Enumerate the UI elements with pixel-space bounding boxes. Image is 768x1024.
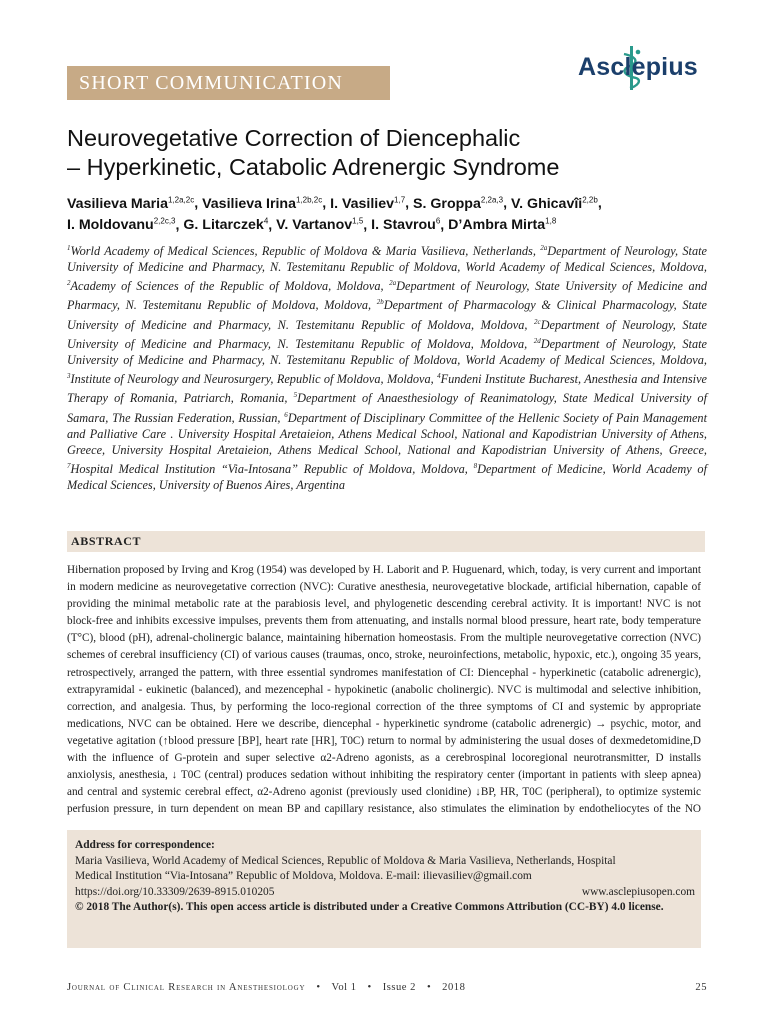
author <box>67 217 176 233</box>
logo-wordmark: Asclepius <box>578 53 698 81</box>
author <box>371 217 440 233</box>
journal-name: Journal of Clinical Research in Anesthesiology <box>67 982 306 993</box>
page-number: 25 <box>695 982 707 993</box>
title-line-2: – Hyperkinetic, Catabolic Adrenergic Syndrome <box>67 154 560 180</box>
affiliation-sup: 8 <box>473 461 478 470</box>
author <box>413 196 503 212</box>
author-affiliation-sup: 2,2c,3 <box>153 216 176 226</box>
correspondence-line-2: Medical Institution “Via-Intosana” Republic of Moldova, Moldova. E-mail: ilievasiliev@gmail.com <box>75 870 532 883</box>
author <box>448 217 556 233</box>
website-link[interactable]: www.asclepiusopen.com <box>581 885 695 898</box>
affiliation-sup: 4 <box>437 372 441 381</box>
author-affiliation-sup: 2,2a,3 <box>480 195 504 204</box>
affiliation-sup: 6 <box>284 410 288 419</box>
affiliation-text: Fundeni Institute Bucharest, Anesthesia and Intensive Therapy of Romania, Patriarch, Romania, <box>67 372 708 406</box>
affiliation-text: Institute of Neurology and Neurosurgery, Republic of Moldova, Moldova, <box>70 372 438 387</box>
correspondence-line-1: Maria Vasilieva, World Academy of Medical Sciences, Republic of Moldova & Maria Vasilieva, Netherlands, Hospital <box>75 854 616 867</box>
article-title <box>67 124 707 182</box>
author-name: V. Ghicavîi <box>510 195 583 212</box>
correspondence-box <box>67 830 701 948</box>
footer-separator: • <box>316 982 321 993</box>
issue: Issue 2 <box>382 982 416 993</box>
volume: Vol 1 <box>331 982 357 993</box>
author-affiliation-sup: 1,2a,2c <box>167 195 195 204</box>
author-name: I. Moldovanu <box>67 217 154 234</box>
author-name: Vasilieva Irina <box>202 195 296 212</box>
affiliation-text: Department of Anaesthesiology of Reanimatology, State Medical University of Samara, The Russian Federation, Russian, <box>67 391 707 425</box>
abstract-text <box>67 562 701 818</box>
author-name: I. Vasiliev <box>330 195 395 212</box>
author <box>183 217 268 233</box>
author <box>330 196 405 212</box>
affiliation-sup: 2 <box>67 279 71 288</box>
affiliation-text: World Academy of Medical Sciences, Republic of Moldova & Maria Vasilieva, Netherlands, <box>70 244 541 259</box>
page-footer <box>67 982 707 993</box>
publisher-logo[interactable] <box>572 44 702 94</box>
affiliation-text: Academy of Sciences of the Republic of Moldova, Moldova, <box>70 279 390 294</box>
affiliation-text: Department of Disciplinary Committee of the Hellenic Society of Pain Management and Palliative Care . University Hospital Aretaieion, Athens Medical School, National and Kapodistrian University of Athens, Greece, University Hospital Aretaieion, Athens Medical School, National and Kapodistrian University of Athens, Greece, <box>67 410 707 457</box>
author-affiliation-sup: 6 <box>435 216 441 226</box>
author <box>511 196 598 212</box>
affiliation-sup: 2c <box>534 317 541 326</box>
footer-separator: • <box>367 982 372 993</box>
footer-separator: • <box>426 982 432 993</box>
affiliation-sup: 5 <box>293 391 298 400</box>
correspondence-heading: Address for correspondence: <box>75 839 215 851</box>
author-list: Vasilieva Maria$^{1,2a,2c}$, Vasilieva Irina$^{1,2b,2c}$, I. Vasiliev$^{1,7}$, S. Groppa$^{2,2a,3}$, V. Ghicavîi$^{2,2b}$, I. Moldovanu$^{2,2c,3}$, G. Litarczek$^4$, V. Vartanov$^{1,5}$, I. Stavrou$^6$, D’Ambra Mirta$^{1,8}$ <box>67 195 602 234</box>
affiliations <box>67 240 707 493</box>
license-text: © 2018 The Author(s). This open access article is distributed under a Creative Commons Attribution (CC-BY) 4.0 license. <box>75 901 664 914</box>
author-affiliation-sup: 1,7 <box>394 195 406 204</box>
affiliation-text: Department of Medicine, World Academy of Medical Sciences, University of Buenos Aires, Argentina <box>67 461 707 493</box>
author-affiliation-sup: 4 <box>263 216 269 226</box>
affiliation-text: Department of Neurology, State University of Medicine and Pharmacy, N. Testemitanu Republic of Moldova, World Academy of Medical Sciences, Moldova, <box>67 244 707 275</box>
author <box>276 217 363 233</box>
author-name: D’Ambra Mirta <box>448 217 546 234</box>
author-affiliation-sup: 1,2b,2c <box>295 195 323 204</box>
year: 2018 <box>442 982 466 993</box>
affiliation-sup: 3 <box>67 372 71 381</box>
affiliation-text: Hospital Medical Institution “Via-Intosana” Republic of Moldova, Moldova, <box>70 461 474 476</box>
author <box>202 196 322 212</box>
author-name: V. Vartanov <box>276 217 353 234</box>
affiliation-sup: 2d <box>533 336 541 345</box>
section-banner: SHORT COMMUNICATION <box>67 66 390 100</box>
affiliation-text: Department of Neurology, State University of Medicine and Pharmacy, N. Testemitanu Republic of Moldova, World Academy of Medical Sciences, Moldova, <box>67 336 707 368</box>
affiliation-text: Department of Pharmacology & Clinical Pharmacology, State University of Medicine and Pharmacy, N. Testemitanu Republic of Moldova, Moldova, <box>67 298 707 332</box>
affiliation-sup: 2a <box>540 244 548 252</box>
author-affiliation-sup: 1,8 <box>545 216 557 226</box>
abstract-heading: ABSTRACT <box>67 531 705 552</box>
author-name: G. Litarczek <box>183 217 264 234</box>
author <box>67 196 194 212</box>
affiliation-text: Department of Neurology, State University of Medicine and Pharmacy, N. Testemitanu Republic of Moldova, Moldova, <box>67 317 708 351</box>
affiliation-sup: 1 <box>67 244 71 252</box>
doi-link[interactable]: https://doi.org/10.33309/2639-8915.010205 <box>75 885 275 898</box>
author-name: Vasilieva Maria <box>67 195 168 212</box>
author-affiliation-sup: 1,5 <box>352 216 364 226</box>
affiliation-text: Department of Neurology, State University of Medicine and Pharmacy, N. Testemitanu Republic of Moldova, Moldova, <box>67 279 707 313</box>
author-name: I. Stavrou <box>371 217 436 234</box>
abstract-body: Hibernation proposed by Irving and Krog (1954) was developed by H. Laborit and P. Huguenard, which, today, is very current and important in modern medicine as neurovegetative correction (NVC): Curative anesthesia, neurovegetative blockade, artificial hibernation, capable of providing the minimal metabolic rate at the parabiosis level, and phylogenetic descending cerebral activity. It is important! NVC is not block-free and inhibits excessive impulses, prevents them from attenuating, and installs normal blood pressure, heart rate, body temperature (T°C), blood (pH), adrenal-cholinergic balance, maintaining hibernation homeostasis. From the multiple neurovegetative correction (NVC) schemes of cerebral insufficiency (CI) of various causes (traumas, onco, stroke, neuroinfections, metabolic, hypoxic, etc.), ongoing 35 years, retrospectively, arranged the pattern, with three essential syndromes manifestation of CI: Diencephal - hyperkinetic (catabolic adrenergic), extrapyramidal - eukinetic (balanced), and mezencephal - hypokinetic (anabolic cholinergic). NVC is multimodal and selective inhibition, correction, and analgesia. Thus, by performing the loco-regional correction of the three symptoms of CI and systemic by appropriate medications, NVC can be obtained. Here we describe, diencephal - hyperkinetic syndrome (catabolic adrenergic) → psychic, motor, and vegetative agitation (↑blood pressure [BP], heart rate [HR], T0C) return to normal by administering the usual doses of dexmedetomidine,D with the influence of G-protein and super selective α2-Adreno agonists, as a cerebrospinal locoregional neurotransmitter, D installs anxiolysis, anesthesia, ↓ T0C (central) produces sedation without inhibiting the respiratory center (important in patients with sleep apnea) and central and systemic cerebral effect, α2-Adreno agonist (previously used clonidine) ↓BP, HR, T0C (peripheral), to optimize systemic perfusion pressure, in turn dependent on mean BP and capillary resistance, also stimulates the elimination by endotheliocytes of the NO <box>67 564 701 816</box>
author-affiliation-sup: 2,2b <box>582 195 598 204</box>
affiliation-sup: 7 <box>67 461 71 470</box>
title-line-1: Neurovegetative Correction of Diencephalic <box>67 125 521 151</box>
affiliation-sup: 2b <box>376 298 384 307</box>
affiliation-sup: 2a <box>389 279 397 288</box>
author-name: S. Groppa <box>413 195 481 212</box>
